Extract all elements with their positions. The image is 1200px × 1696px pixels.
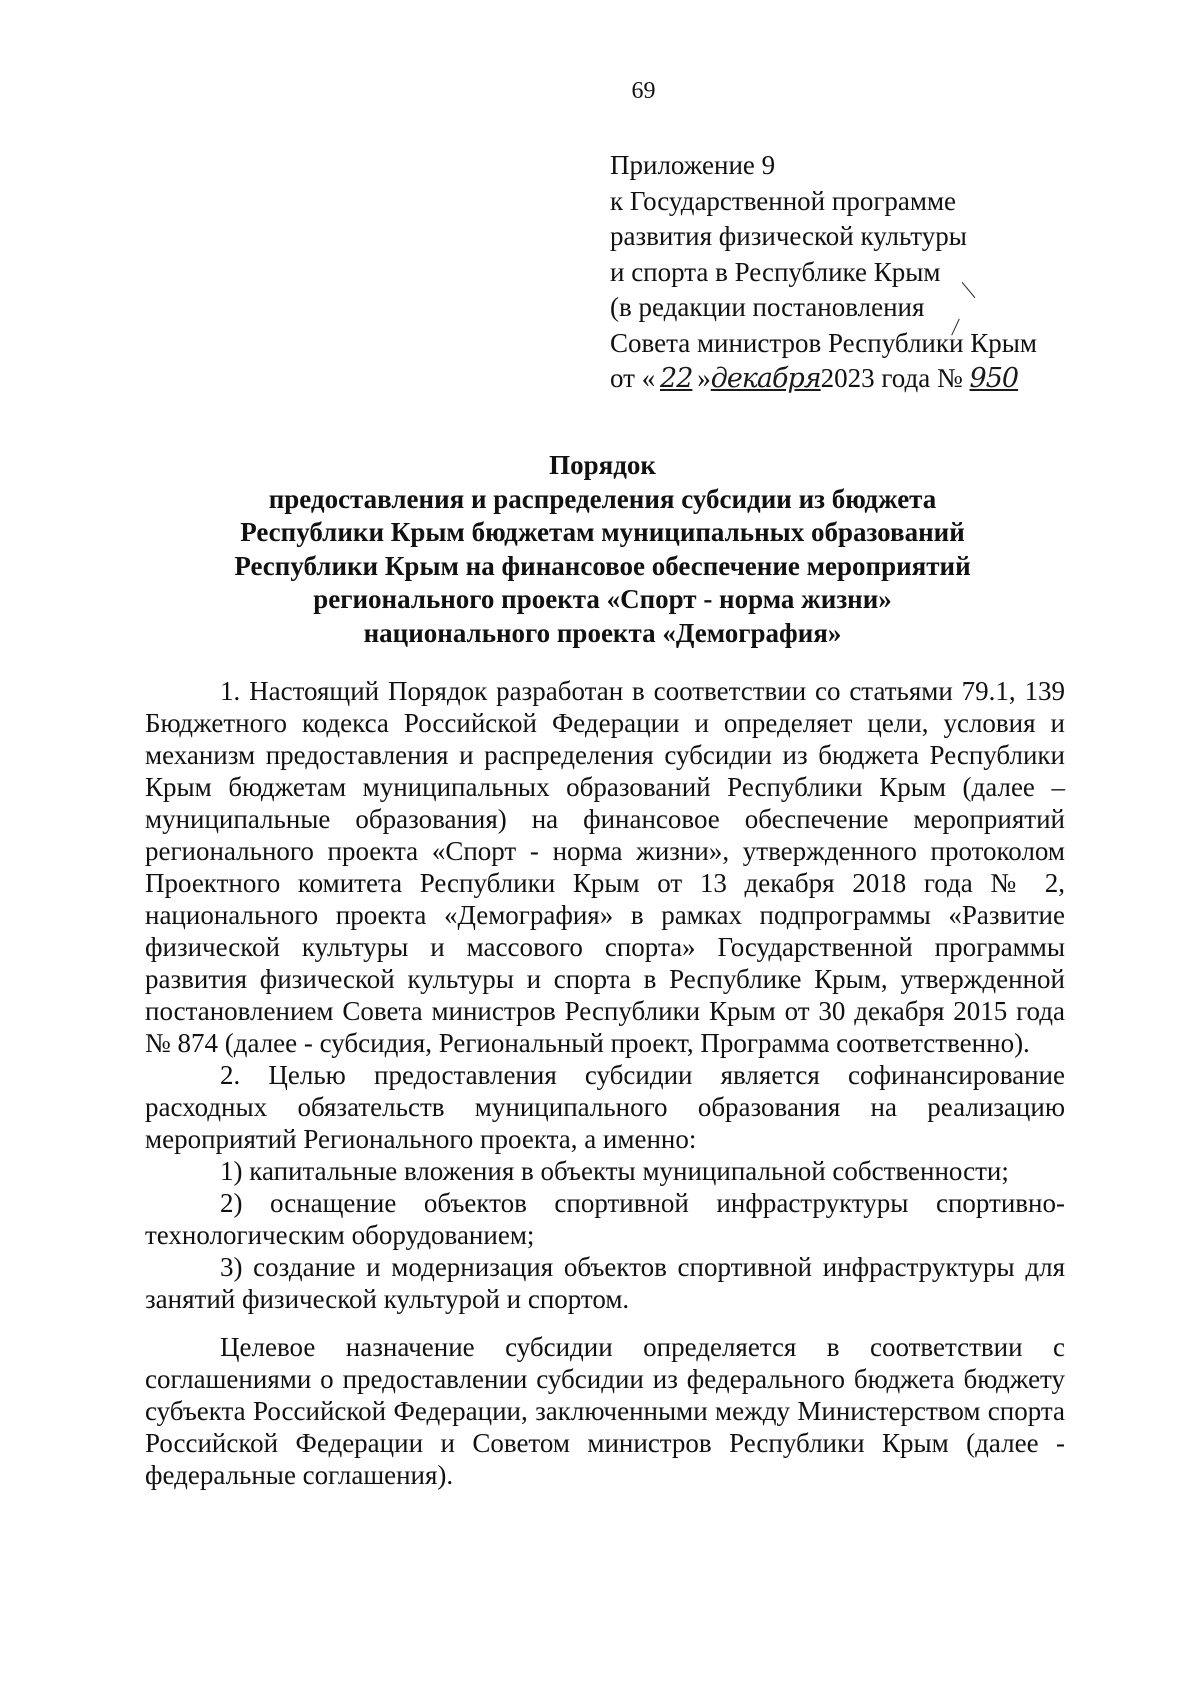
appendix-line-4: и спорта в Республике Крым (610, 256, 941, 287)
page-number (0, 78, 1200, 105)
appendix-line-6: Совета министров Республики Крым (610, 327, 1037, 358)
title-line-5: национального проекта «Демография» (363, 617, 842, 648)
appendix-date-line (610, 361, 1130, 397)
paragraph-5: 3) создание и модернизация объектов спортивной инфраструктуры для занятий физической культурой и спортом. (145, 1252, 1065, 1314)
paragraph-3: 1) капитальные вложения в объекты муниципальной собственности; (220, 1156, 1009, 1186)
document-body (145, 675, 1065, 1491)
paragraph-4: 2) оснащение объектов спортивной инфраструктуры спортивно-технологическим оборудованием; (145, 1188, 1065, 1250)
appendix-line-5: (в редакции постановления (610, 292, 925, 322)
paragraph-2: 2. Целью предоставления субсидии является софинансирование расходных обязательств муниципального образования на реализацию мероприятий Регионального проекта, а именно: (145, 1060, 1065, 1154)
page-number-text: 69 (631, 78, 656, 104)
title-line-2: Республики Крым бюджетам муниципальных образований (240, 517, 965, 547)
appendix-header (610, 148, 1130, 397)
date-year-text: 2023 года № (820, 363, 963, 393)
document-title (145, 449, 1060, 650)
title-line-1: предоставления и распределения субсидии из бюджета (268, 483, 937, 514)
handwritten-day: 22 (660, 363, 693, 394)
handwritten-month: декабря (710, 363, 821, 394)
title-line-3: Республики Крым на финансовое обеспечение мероприятий (234, 550, 971, 581)
title-heading: Порядок (549, 450, 656, 480)
appendix-line-1: Приложение 9 (610, 150, 776, 180)
appendix-line-2: к Государственной программе (610, 185, 957, 216)
appendix-line-3: развития физической культуры (610, 221, 967, 251)
title-line-4: регионального проекта «Спорт - норма жизни» (313, 584, 892, 614)
paragraph-6: Целевое назначение субсидии определяется в соответствии с соглашениями о предоставлении субсидии из федерального бюджета бюджету субъекта Российской Федерации, заключенными между Министерством спорта Российской Федерации и Советом министров Республики Крым (далее - федеральные соглашения). (145, 1332, 1065, 1490)
handwritten-doc-number: 950 (969, 363, 1019, 394)
paragraph-1: 1. Настоящий Порядок разработан в соответствии со статьями 79.1, 139 Бюджетного кодекса Российской Федерации и определяет цели, условия и механизм предоставления и распределения субсидии из бюджета Республики Крым бюджетам муниципальных образований Республики Крым (далее – муниципальные образования) на финансовое обеспечение мероприятий регионального проекта «Спорт - норма жизни», утвержденного протоколом Проектного комитета Республики Крым от 13 декабря 2018 года № 2, национального проекта «Демография» в рамках подпрограммы «Развитие физической культуры и массового спорта» Государственной программы развития физической культуры и спорта в Республике Крым, утвержденной постановлением Совета министров Республики Крым от 30 декабря 2015 года № 874 (далее - субсидия, Региональный проект, Программа соответственно). (145, 676, 1065, 1058)
date-prefix: от « (610, 363, 656, 393)
date-mid: » (697, 363, 711, 393)
